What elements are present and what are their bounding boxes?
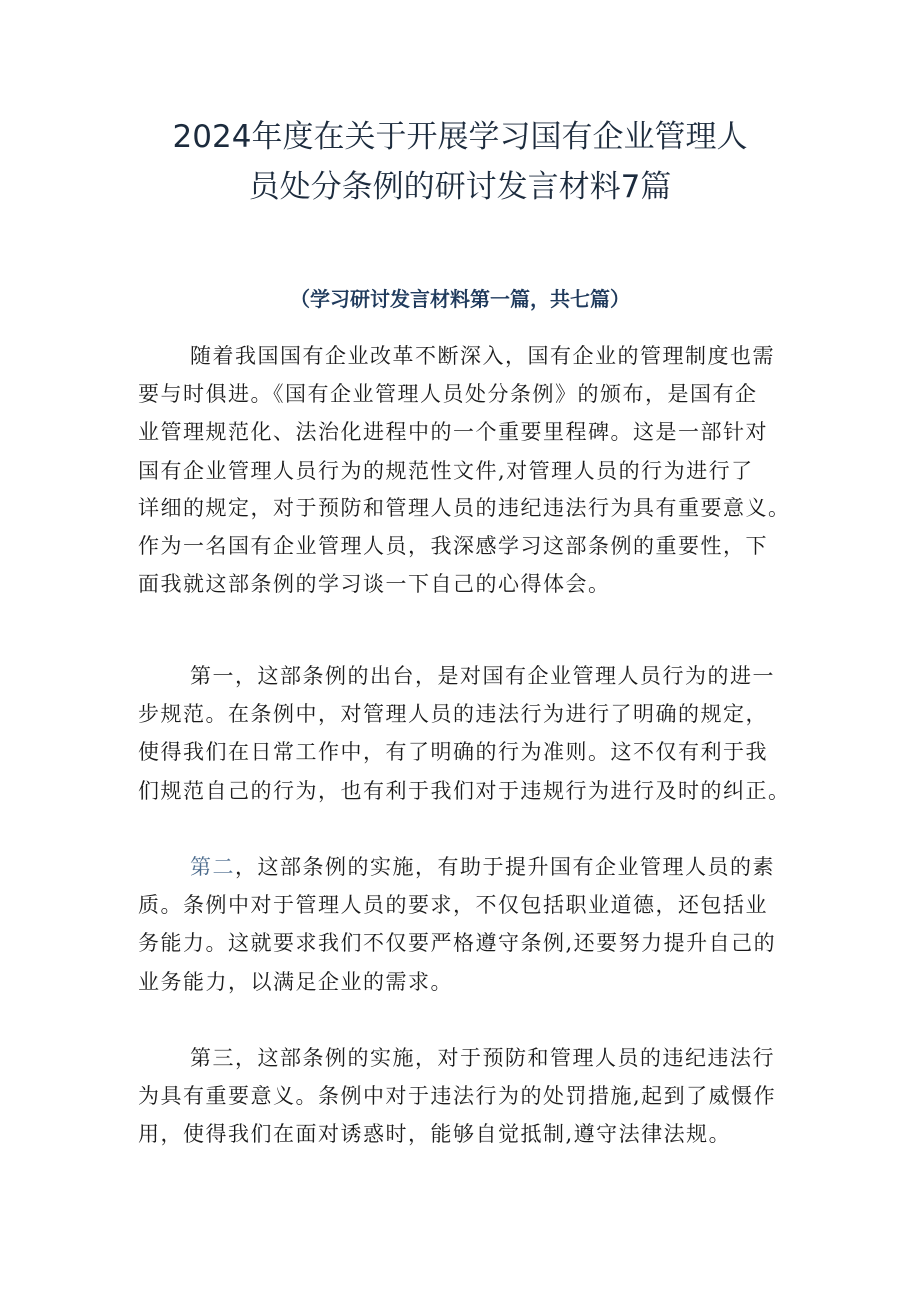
paragraph-line: 第三，这部条例的实施，对于预防和管理人员的违纪违法行: [190, 1046, 775, 1070]
paragraph-line: 务能力。这就要求我们不仅要严格遵守条例,还要努力提升自己的: [138, 931, 777, 955]
paragraph-line: 随着我国国有企业改革不断深入，国有企业的管理制度也需: [190, 344, 775, 368]
paragraph-line: 为具有重要意义。条例中对于违法行为的处罚措施,起到了威慑作: [138, 1084, 777, 1108]
paragraph-lead: 第二: [190, 855, 235, 879]
document-subtitle: （学习研讨发言材料第一篇，共七篇）: [290, 287, 630, 311]
paragraph-line: 国有企业管理人员行为的规范性文件,对管理人员的行为进行了: [138, 459, 754, 483]
paragraph-line: 面我就这部条例的学习谈一下自己的心得体会。: [138, 572, 611, 596]
paragraph-first-line: [190, 852, 775, 882]
paragraph-line: 使得我们在日常工作中，有了明确的行为准则。这不仅有利于我: [138, 740, 768, 764]
paragraph-line: 业管理规范化、法治化进程中的一个重要里程碑。这是一部针对: [138, 420, 768, 444]
paragraph-line: 要与时俱进。《国有企业管理人员处分条例》的颁布，是国有企: [138, 382, 758, 406]
paragraph-line: 们规范自己的行为，也有利于我们对于违规行为进行及时的纠正。: [138, 779, 791, 803]
paragraph-line-rest: ，这部条例的实施，有助于提升国有企业管理人员的素: [235, 855, 775, 879]
paragraph-line: 作为一名国有企业管理人员，我深感学习这部条例的重要性，下: [138, 534, 768, 558]
document-title: [110, 112, 810, 212]
paragraph-line: 用，使得我们在面对诱惑时，能够自觉抵制,遵守法律法规。: [138, 1122, 732, 1146]
paragraph-line: 业务能力，以满足企业的需求。: [138, 970, 453, 994]
paragraph-line: 第一，这部条例的出台，是对国有企业管理人员行为的进一: [190, 664, 775, 688]
paragraph-line: 详细的规定，对于预防和管理人员的违纪违法行为具有重要意义。: [138, 496, 791, 520]
paragraph-line: 质。条例中对于管理人员的要求，不仅包括职业道德，还包括业: [138, 893, 768, 917]
paragraph-line: 步规范。在条例中，对管理人员的违法行为进行了明确的规定，: [138, 702, 768, 726]
title-line-2: 员处分条例的研讨发言材料7篇: [248, 169, 672, 205]
title-line-1: 2024年度在关于开展学习国有企业管理人: [172, 119, 748, 155]
